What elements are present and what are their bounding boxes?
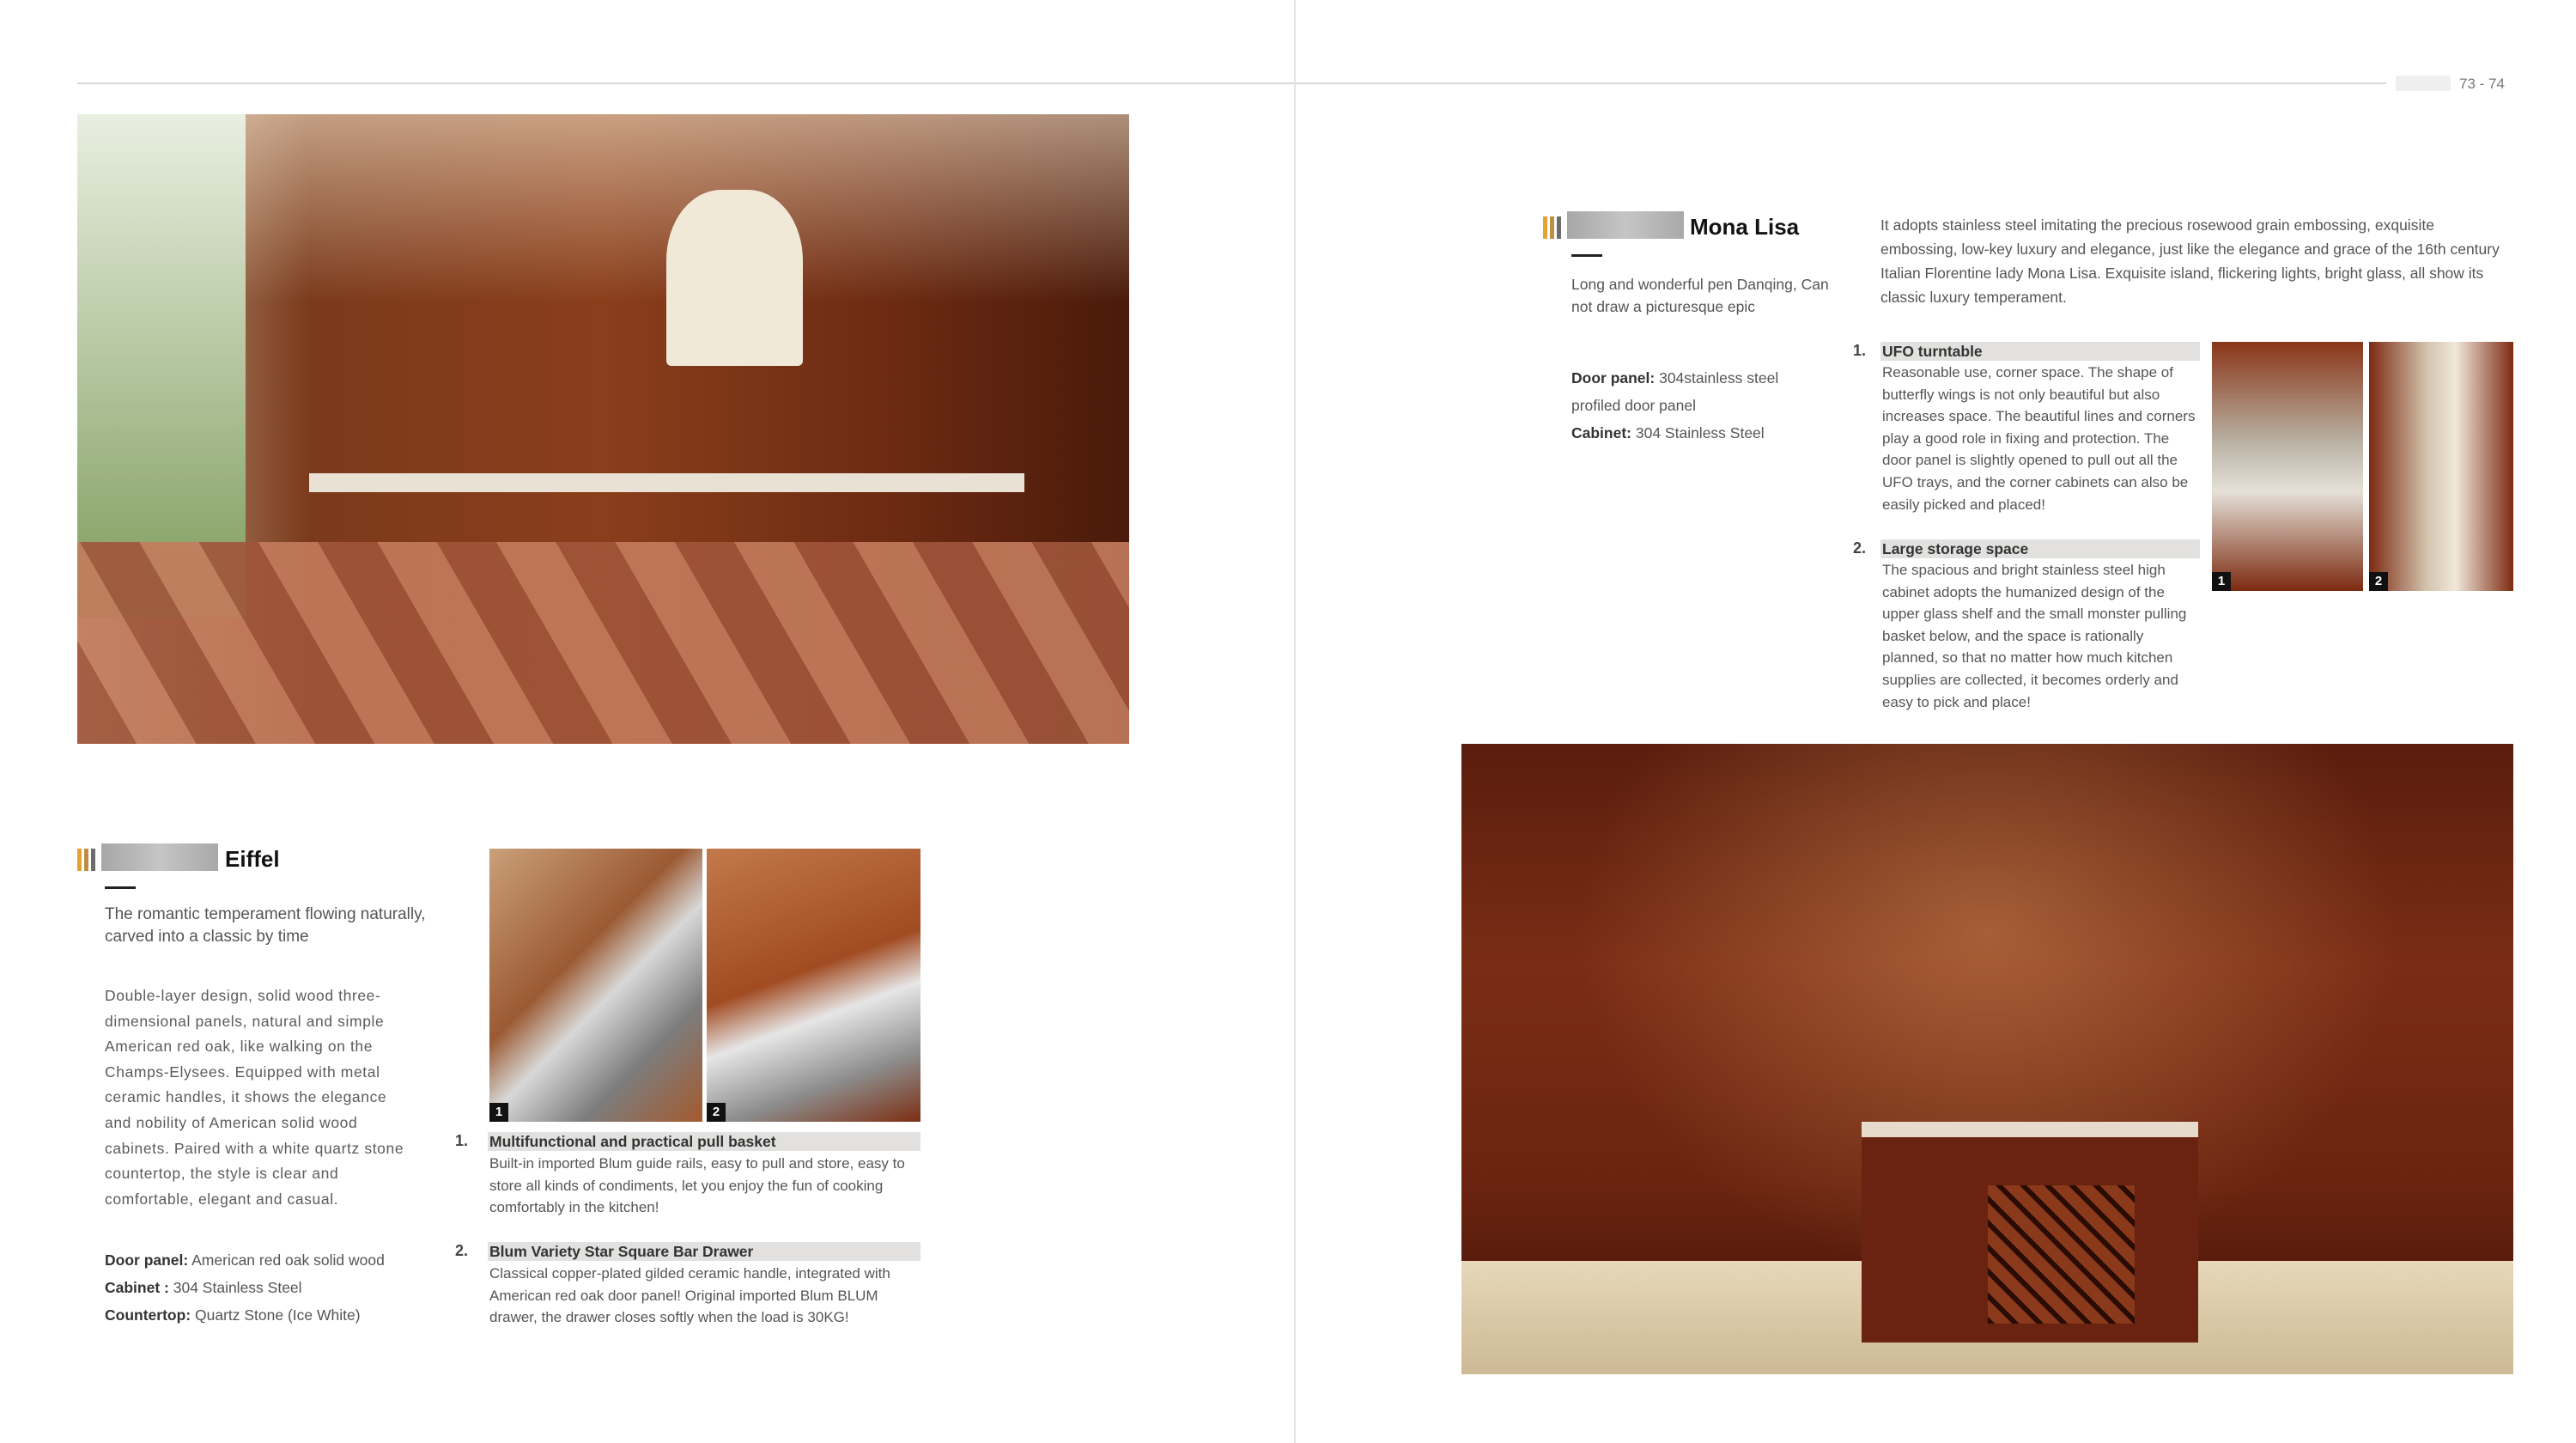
- mona-lisa-tagline: Long and wonderful pen Danqing, Can not draw a picturesque epic: [1571, 276, 1829, 315]
- eiffel-feature-1-title: Multifunctional and practical pull basket: [488, 1132, 920, 1151]
- mona-lisa-detail-photo-2: [2369, 342, 2513, 591]
- mona-lisa-feature-2-title: Large storage space: [1880, 539, 2200, 558]
- mona-lisa-title-dash: [1571, 254, 1602, 257]
- page-numbers: 73 - 74: [2459, 76, 2505, 92]
- mona-lisa-kitchen-photo: [1461, 744, 2513, 1374]
- mona-lisa-feature-1-title: UFO turntable: [1880, 342, 2200, 361]
- spec-label: Door panel:: [1571, 369, 1656, 387]
- spec-label: Cabinet :: [105, 1279, 169, 1296]
- mona-lisa-spec-cabinet: [1571, 420, 1820, 448]
- eiffel-kitchen-photo: [77, 114, 1129, 744]
- page-number-tab: [2396, 76, 2451, 91]
- spec-value: Quartz Stone (Ice White): [191, 1306, 361, 1324]
- mona-lisa-intro: It adopts stainless steel imitating the precious rosewood grain embossing, exquisite embossing, low-key luxury and elegance, just like the elegance and grace of the 16th century Italian Florentine lady Mona Lisa. Exquisite island, flickering lights, bright glass, all show its classic luxury temperament.: [1880, 216, 2500, 306]
- eiffel-detail-photo-2: [707, 849, 920, 1122]
- detail-badge: 1: [489, 1103, 508, 1122]
- mona-lisa-spec-door: [1571, 365, 1820, 419]
- eiffel-detail-photo-1: [489, 849, 702, 1122]
- detail-badge: 2: [707, 1103, 726, 1122]
- detail-badge: 1: [2212, 572, 2231, 591]
- eiffel-feature-1-desc: Built-in imported Blum guide rails, easy to pull and store, easy to store all kinds of condiments, let you enjoy the fun of cooking comfortably in the kitchen!: [489, 1155, 905, 1216]
- eiffel-description: Double-layer design, solid wood three-dimensional panels, natural and simple American red oak, like walking on the Champs-Elysees. Equipped with metal ceramic handles, it shows the elegance and nobility of American solid wood cabinets. Paired with a white quartz stone countertop, the style is clear and comfortable, elegant and casual.: [105, 987, 404, 1208]
- detail-badge: 2: [2369, 572, 2388, 591]
- spec-value: American red oak solid wood: [188, 1251, 385, 1269]
- eiffel-feature-2-number: 2.: [455, 1242, 469, 1259]
- mona-lisa-feature-1-number: 1.: [1853, 342, 1867, 359]
- mona-lisa-brand-placeholder: [1567, 211, 1684, 239]
- eiffel-title-dash: [105, 886, 136, 889]
- wine-rack: [1988, 1185, 2136, 1324]
- countertop: [309, 473, 1024, 492]
- header-rule-left: [77, 82, 1294, 84]
- eiffel-spec-door: [105, 1247, 448, 1275]
- eiffel-spec-cabinet: [105, 1275, 448, 1302]
- eiffel-spec-countertop: [105, 1302, 448, 1330]
- eiffel-accent-stripes: [77, 849, 96, 871]
- spec-label: Countertop:: [105, 1306, 191, 1324]
- eiffel-brand-placeholder: [101, 843, 218, 871]
- mona-lisa-feature-2-desc: The spacious and bright stainless steel high cabinet adopts the humanized design of the upper glass shelf and the small monster pulling basket below, and the space is rationally planned, so that no matter how much kitchen supplies are collected, it becomes orderly and easy to pick and place!: [1882, 562, 2187, 710]
- mona-lisa-feature-2-number: 2.: [1853, 539, 1867, 557]
- tile-floor: [77, 542, 1129, 744]
- mona-lisa-feature-1-desc: Reasonable use, corner space. The shape of butterfly wings is not only beautiful but also increases space. The beautiful lines and corners play a good role in fixing and protection. The door panel is slightly opened to pull out all the UFO trays, and the corner cabinets can also be easily picked and placed!: [1882, 364, 2196, 513]
- mona-lisa-series-title: Mona Lisa: [1690, 214, 1800, 240]
- eiffel-feature-2-title: Blum Variety Star Square Bar Drawer: [488, 1242, 920, 1261]
- spec-label: Cabinet:: [1571, 424, 1631, 441]
- mona-lisa-accent-stripes: [1543, 216, 1562, 239]
- eiffel-feature-1-number: 1.: [455, 1132, 469, 1149]
- spec-value: 304 Stainless Steel: [1631, 424, 1765, 441]
- spec-value: 304 Stainless Steel: [168, 1279, 302, 1296]
- header-rule-right: [1296, 82, 2386, 84]
- eiffel-tagline: The romantic temperament flowing naturally, carved into a classic by time: [105, 905, 426, 946]
- eiffel-feature-2-desc: Classical copper-plated gilded ceramic handle, integrated with American red oak door panel! Original imported Blum BLUM drawer, the drawer closes softly when the load is 30KG!: [489, 1265, 890, 1326]
- spec-value: 304stainless steel profiled door panel: [1571, 369, 1779, 414]
- mona-lisa-detail-photo-1: [2212, 342, 2363, 591]
- eiffel-series-title: Eiffel: [225, 846, 280, 872]
- range-hood: [666, 190, 803, 366]
- page-spine: [1294, 0, 1296, 1443]
- spec-label: Door panel:: [105, 1251, 189, 1269]
